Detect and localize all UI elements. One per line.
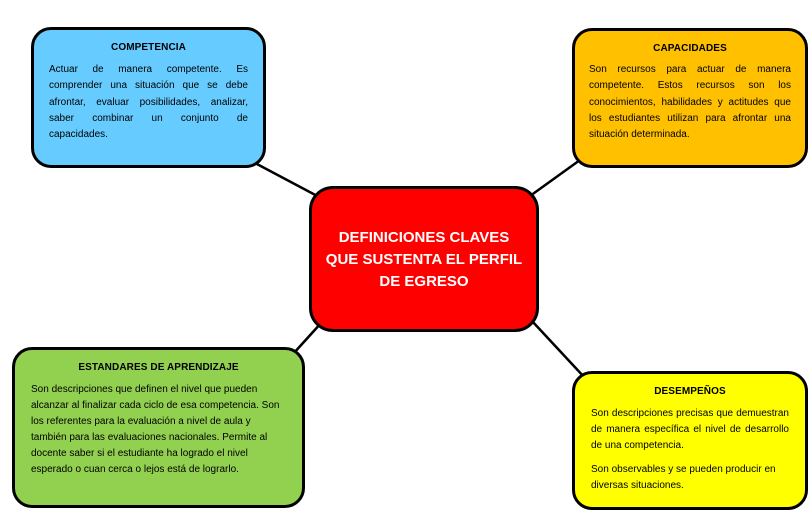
node-desempenos-body-1: Son descripciones precisas que demuestran de manera específica el nivel de desarrollo de una competencia.	[591, 408, 789, 451]
node-central-title	[326, 225, 522, 293]
connector-competencia	[255, 163, 321, 198]
central-title-line-2: QUE SUSTENTA EL PERFIL	[325, 251, 523, 268]
node-desempenos	[572, 371, 808, 510]
node-central	[309, 186, 539, 332]
node-estandares-title: ESTANDARES DE APRENDIZAJE	[78, 362, 239, 373]
node-capacidades	[572, 28, 808, 168]
node-competencia-title: COMPETENCIA	[111, 42, 186, 53]
connector-capacidades	[530, 160, 580, 196]
node-desempenos-title: DESEMPEÑOS	[654, 386, 726, 397]
node-competencia-body: Actuar de manera competente. Es comprender una situación que se debe afrontar, evaluar posibilidades, analizar, saber combinar un conjunto de capacidades.	[49, 64, 248, 141]
node-estandares	[12, 347, 305, 508]
node-estandares-body: Son descripciones que definen el nivel que pueden alcanzar al finalizar cada ciclo de esa competencia. Son los referentes para la evaluación a nivel de aula y también para las evaluaciones nacionales. Permite al docente saber si el estudiante ha logrado el nivel esperado o cuan cerca o lejos está de lograrlo.	[31, 384, 280, 475]
central-title-line-1: DEFINICIONES CLAVES	[338, 229, 510, 246]
node-competencia	[31, 27, 266, 168]
connector-desempenos	[532, 321, 585, 378]
node-desempenos-body-2: Son observables y se pueden producir en diversas situaciones.	[591, 464, 776, 491]
node-capacidades-title: CAPACIDADES	[653, 43, 727, 54]
central-title-line-3: DE EGRESO	[379, 273, 469, 290]
node-capacidades-body: Son recursos para actuar de manera competente. Estos recursos son los conocimientos, habilidades y actitudes que los estudiantes utilizan para afrontar una situación determinada.	[589, 64, 791, 141]
